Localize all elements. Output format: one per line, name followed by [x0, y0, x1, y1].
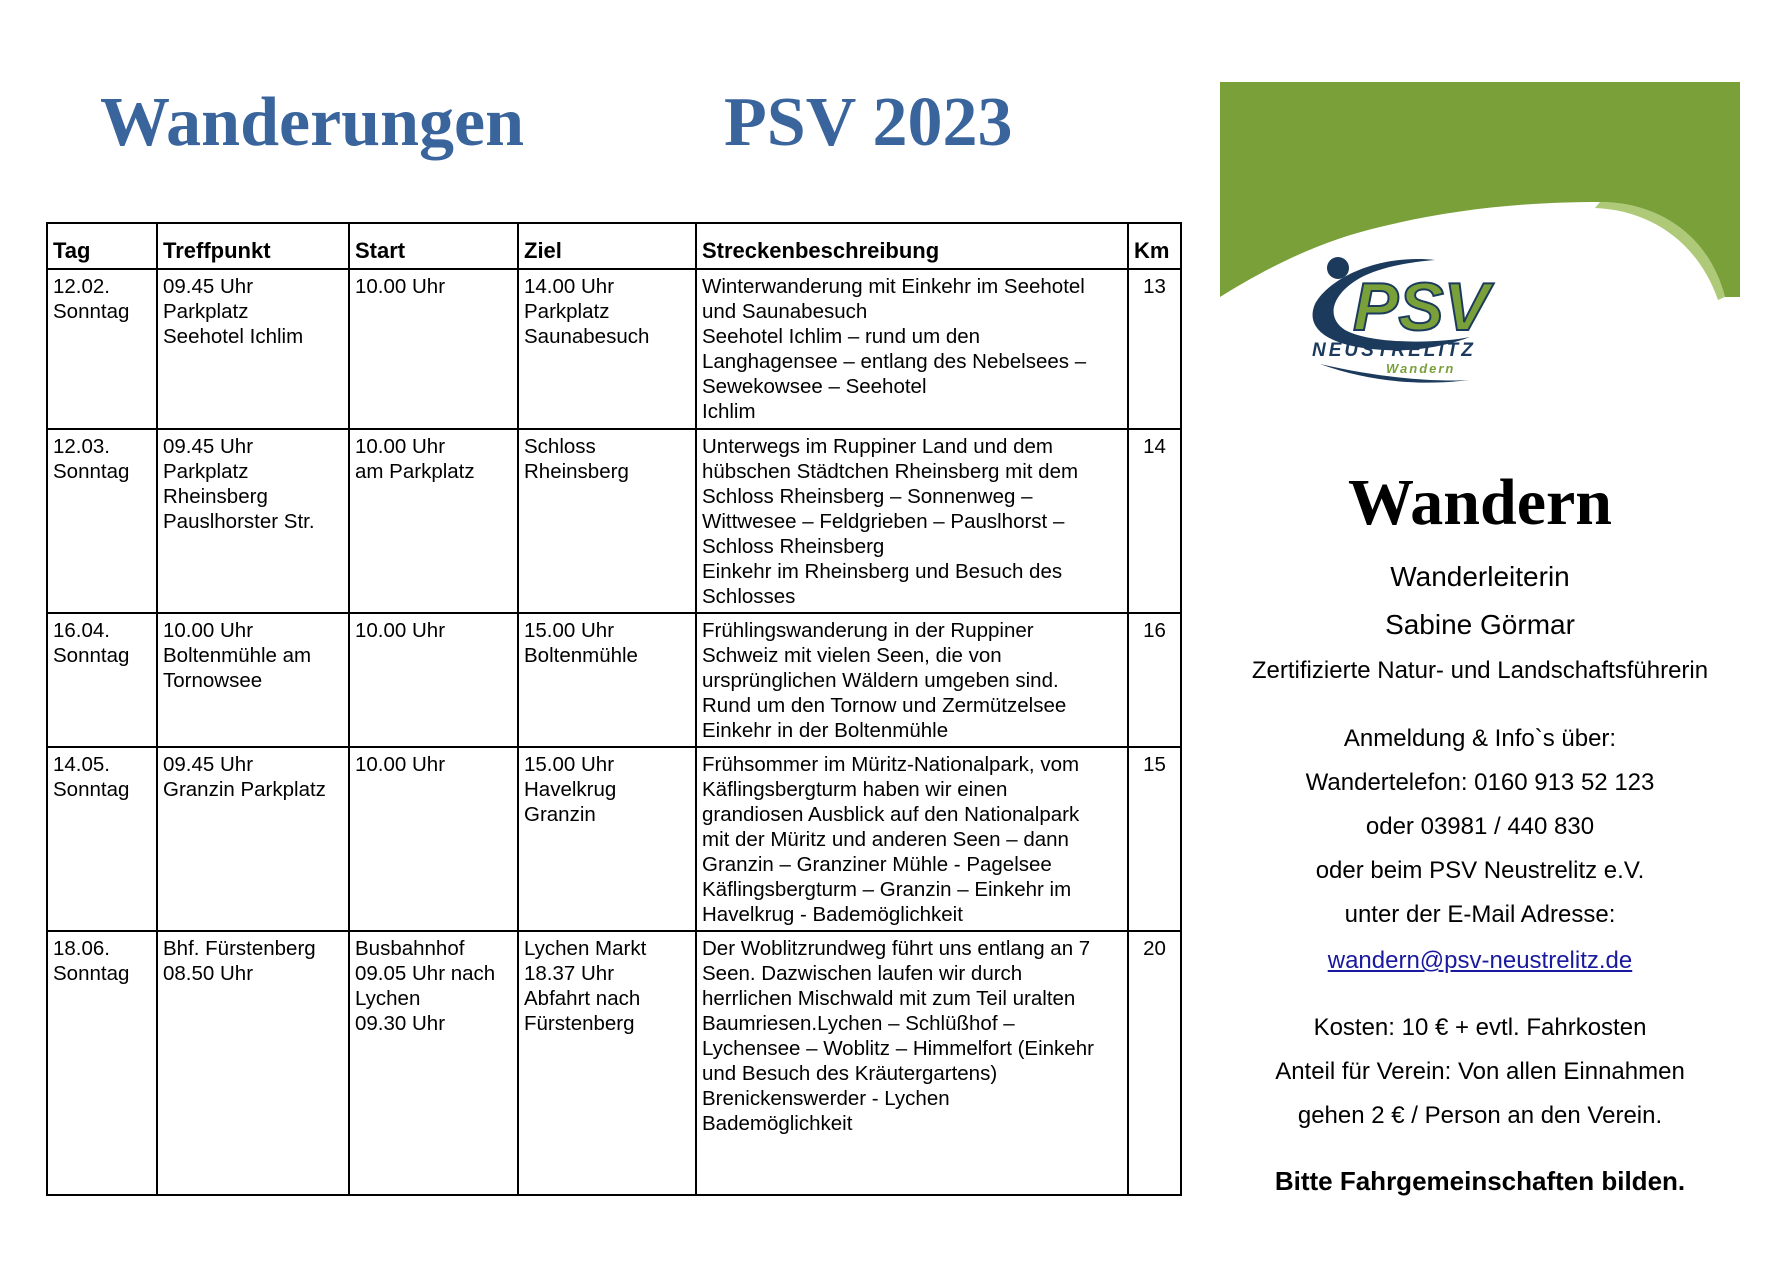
cell-start: [349, 269, 518, 429]
cell-line: 08.50 Uhr: [163, 962, 254, 985]
cell-line: Lychensee – Woblitz – Himmelfort (Einkehr: [702, 1037, 1094, 1060]
schedule-table: [46, 222, 1182, 1196]
contact-line: Anmeldung & Info`s über:: [1343, 725, 1617, 752]
table-row: [47, 429, 1181, 613]
cell-line: Havelkrug: [524, 778, 617, 801]
cell-line: Winterwanderung mit Einkehr im Seehotel: [702, 275, 1085, 298]
header-km: Km: [1128, 223, 1181, 269]
contact-line: oder beim PSV Neustrelitz e.V.: [1315, 857, 1645, 884]
cell-line: Granzin Parkplatz: [163, 778, 326, 801]
cell-line: Ichlim: [702, 400, 756, 423]
cell-streckenbeschreibung: [696, 269, 1128, 429]
sidebar-leader-name: Sabine Görmar: [1385, 609, 1575, 640]
cell-line: Einkehr im Rheinsberg und Besuch des: [702, 560, 1063, 583]
cell-ziel: [518, 931, 696, 1195]
cell-streckenbeschreibung: [696, 613, 1128, 747]
cell-line: 10.00 Uhr: [355, 275, 446, 298]
cell-line: Seehotel Ichlim: [163, 325, 304, 348]
contact-line: oder 03981 / 440 830: [1365, 813, 1595, 840]
cell-line: 12.03.: [53, 435, 110, 458]
table-row: [47, 269, 1181, 429]
table-row: [47, 613, 1181, 747]
cell-km: 15: [1128, 747, 1181, 931]
cell-tag: [47, 747, 157, 931]
cell-line: 10.00 Uhr: [355, 435, 446, 458]
cell-km: 20: [1128, 931, 1181, 1195]
psv-logo: [1220, 82, 1740, 412]
cell-line: Käflingsbergturm – Granzin – Einkehr im: [702, 878, 1072, 901]
cell-line: Brenickenswerder - Lychen: [702, 1087, 950, 1110]
logo-sub: NEUSTRELITZ: [1312, 340, 1476, 361]
cell-line: Sonntag: [53, 962, 130, 985]
cell-line: 10.00 Uhr: [355, 619, 446, 642]
cell-line: Fürstenberg: [524, 1012, 635, 1035]
cell-tag: [47, 429, 157, 613]
cell-line: 16.04.: [53, 619, 110, 642]
cell-line: grandiosen Ausblick auf den Nationalpark: [702, 803, 1080, 826]
email-link[interactable]: wandern@psv-neustrelitz.de: [1327, 947, 1633, 974]
cell-line: 12.02.: [53, 275, 110, 298]
cell-line: Schloss Rheinsberg – Sonnenweg –: [702, 485, 1033, 508]
cell-line: Schlosses: [702, 585, 796, 608]
cell-line: Baumriesen.Lychen – Schlüßhof –: [702, 1012, 1015, 1035]
cell-line: Frühsommer im Müritz-Nationalpark, vom: [702, 753, 1080, 776]
cell-line: 18.37 Uhr: [524, 962, 615, 985]
cell-line: Der Woblitzrundweg führt uns entlang an 7: [702, 937, 1091, 960]
cell-line: Schloss: [524, 435, 596, 458]
cell-line: und Saunabesuch: [702, 300, 868, 323]
cell-treffpunkt: [157, 613, 349, 747]
logo-tag: Wandern: [1386, 361, 1456, 376]
logo-dot-icon: [1327, 257, 1349, 279]
cell-line: ursprünglichen Wäldern umgeben sind.: [702, 669, 1059, 692]
cell-line: Saunabesuch: [524, 325, 650, 348]
sidebar-title: Wandern: [1347, 466, 1613, 539]
cell-line: Tornowsee: [163, 669, 263, 692]
cell-km: 16: [1128, 613, 1181, 747]
cell-tag: [47, 931, 157, 1195]
cell-line: Abfahrt nach: [524, 987, 641, 1010]
cell-line: Wittwesee – Feldgrieben – Pauslhorst –: [702, 510, 1065, 533]
cell-line: 15.00 Uhr: [524, 619, 615, 642]
cell-line: Granzin – Granziner Mühle - Pagelsee: [702, 853, 1052, 876]
costs-line: Anteil für Verein: Von allen Einnahmen: [1275, 1058, 1685, 1085]
cell-line: Lychen: [355, 987, 421, 1010]
cell-km: 14: [1128, 429, 1181, 613]
contact-line: unter der E-Mail Adresse:: [1344, 901, 1616, 928]
cell-line: 15.00 Uhr: [524, 753, 615, 776]
header-treffpunkt: Treffpunkt: [157, 223, 349, 269]
cell-line: Rheinsberg: [163, 485, 268, 508]
cell-line: Pauslhorster Str.: [163, 510, 315, 533]
cell-line: Langhagensee – entlang des Nebelsees –: [702, 350, 1087, 373]
cell-line: Schweiz mit vielen Seen, die von: [702, 644, 1002, 667]
cell-line: 09.45 Uhr: [163, 275, 254, 298]
header-streckenbeschreibung: Streckenbeschreibung: [696, 223, 1128, 269]
cell-start: [349, 613, 518, 747]
cell-line: Busbahnhof: [355, 937, 465, 960]
cell-line: Seen. Dazwischen laufen wir durch: [702, 962, 1023, 985]
cell-tag: [47, 269, 157, 429]
cell-line: Rheinsberg: [524, 460, 629, 483]
cell-line: Unterwegs im Ruppiner Land und dem: [702, 435, 1053, 458]
costs-line: Kosten: 10 € + evtl. Fahrkosten: [1313, 1014, 1647, 1041]
table-row: [47, 931, 1181, 1195]
cell-treffpunkt: [157, 269, 349, 429]
sidebar-costs: [1220, 1006, 1740, 1138]
cell-treffpunkt: [157, 931, 349, 1195]
cell-ziel: [518, 613, 696, 747]
cell-line: Sewekowsee – Seehotel: [702, 375, 927, 398]
cell-tag: [47, 613, 157, 747]
costs-line: gehen 2 € / Person an den Verein.: [1297, 1102, 1663, 1129]
cell-start: [349, 429, 518, 613]
cell-line: Havelkrug - Bademöglichkeit: [702, 903, 963, 926]
cell-treffpunkt: [157, 747, 349, 931]
cell-line: Parkplatz: [163, 460, 249, 483]
cell-line: Rund um den Tornow und Zermützelsee: [702, 694, 1067, 717]
cell-line: Lychen Markt: [524, 937, 647, 960]
header-start: Start: [349, 223, 518, 269]
cell-streckenbeschreibung: [696, 429, 1128, 613]
cell-streckenbeschreibung: [696, 931, 1128, 1195]
cell-km: 13: [1128, 269, 1181, 429]
cell-start: [349, 747, 518, 931]
carpool-note: Bitte Fahrgemeinschaften bilden.: [1274, 1166, 1686, 1196]
cell-line: Einkehr in der Boltenmühle: [702, 719, 949, 742]
cell-line: Sonntag: [53, 460, 130, 483]
cell-line: Boltenmühle am: [163, 644, 312, 667]
cell-line: Bademöglichkeit: [702, 1112, 853, 1135]
cell-line: 09.30 Uhr: [355, 1012, 446, 1035]
cell-line: hübschen Städtchen Rheinsberg mit dem: [702, 460, 1079, 483]
cell-start: [349, 931, 518, 1195]
cell-ziel: [518, 747, 696, 931]
cell-line: 09.45 Uhr: [163, 753, 254, 776]
cell-treffpunkt: [157, 429, 349, 613]
cell-line: 10.00 Uhr: [163, 619, 254, 642]
sidebar-role: Wanderleiterin: [1390, 561, 1570, 592]
cell-line: Boltenmühle: [524, 644, 638, 667]
logo-brand: PSV: [1353, 269, 1490, 345]
contact-line: Wandertelefon: 0160 913 52 123: [1305, 769, 1655, 796]
header-tag: Tag: [47, 223, 157, 269]
cell-line: Parkplatz: [163, 300, 249, 323]
cell-line: Frühlingswanderung in der Ruppiner: [702, 619, 1034, 642]
cell-line: und Besuch des Kräutergartens): [702, 1062, 998, 1085]
cell-line: Sonntag: [53, 644, 130, 667]
cell-line: am Parkplatz: [355, 460, 475, 483]
cell-line: 18.06.: [53, 937, 110, 960]
sidebar-certification: Zertifizierte Natur- und Landschaftsführerin: [1251, 657, 1709, 684]
sidebar-contact-info: [1220, 717, 1740, 937]
cell-line: mit der Müritz und anderen Seen – dann: [702, 828, 1069, 851]
cell-line: 10.00 Uhr: [355, 753, 446, 776]
cell-line: Käflingsbergturm haben wir einen: [702, 778, 1008, 801]
cell-line: herrlichen Mischwald mit zum Teil uralten: [702, 987, 1076, 1010]
page-subtitle-year: PSV 2023: [724, 84, 1013, 161]
table-header-row: [47, 223, 1181, 269]
cell-line: 14.05.: [53, 753, 110, 776]
cell-ziel: [518, 269, 696, 429]
page-title: Wanderungen: [100, 84, 524, 161]
cell-streckenbeschreibung: [696, 747, 1128, 931]
cell-ziel: [518, 429, 696, 613]
table-row: [47, 747, 1181, 931]
cell-line: 09.05 Uhr nach: [355, 962, 496, 985]
cell-line: Schloss Rheinsberg: [702, 535, 885, 558]
cell-line: Sonntag: [53, 300, 130, 323]
cell-line: 14.00 Uhr: [524, 275, 615, 298]
green-banner-shape: [1220, 82, 1740, 297]
header-ziel: Ziel: [518, 223, 696, 269]
cell-line: Granzin: [524, 803, 596, 826]
cell-line: Sonntag: [53, 778, 130, 801]
cell-line: Bhf. Fürstenberg: [163, 937, 316, 960]
cell-line: 09.45 Uhr: [163, 435, 254, 458]
cell-line: Seehotel Ichlim – rund um den: [702, 325, 981, 348]
cell-line: Parkplatz: [524, 300, 610, 323]
